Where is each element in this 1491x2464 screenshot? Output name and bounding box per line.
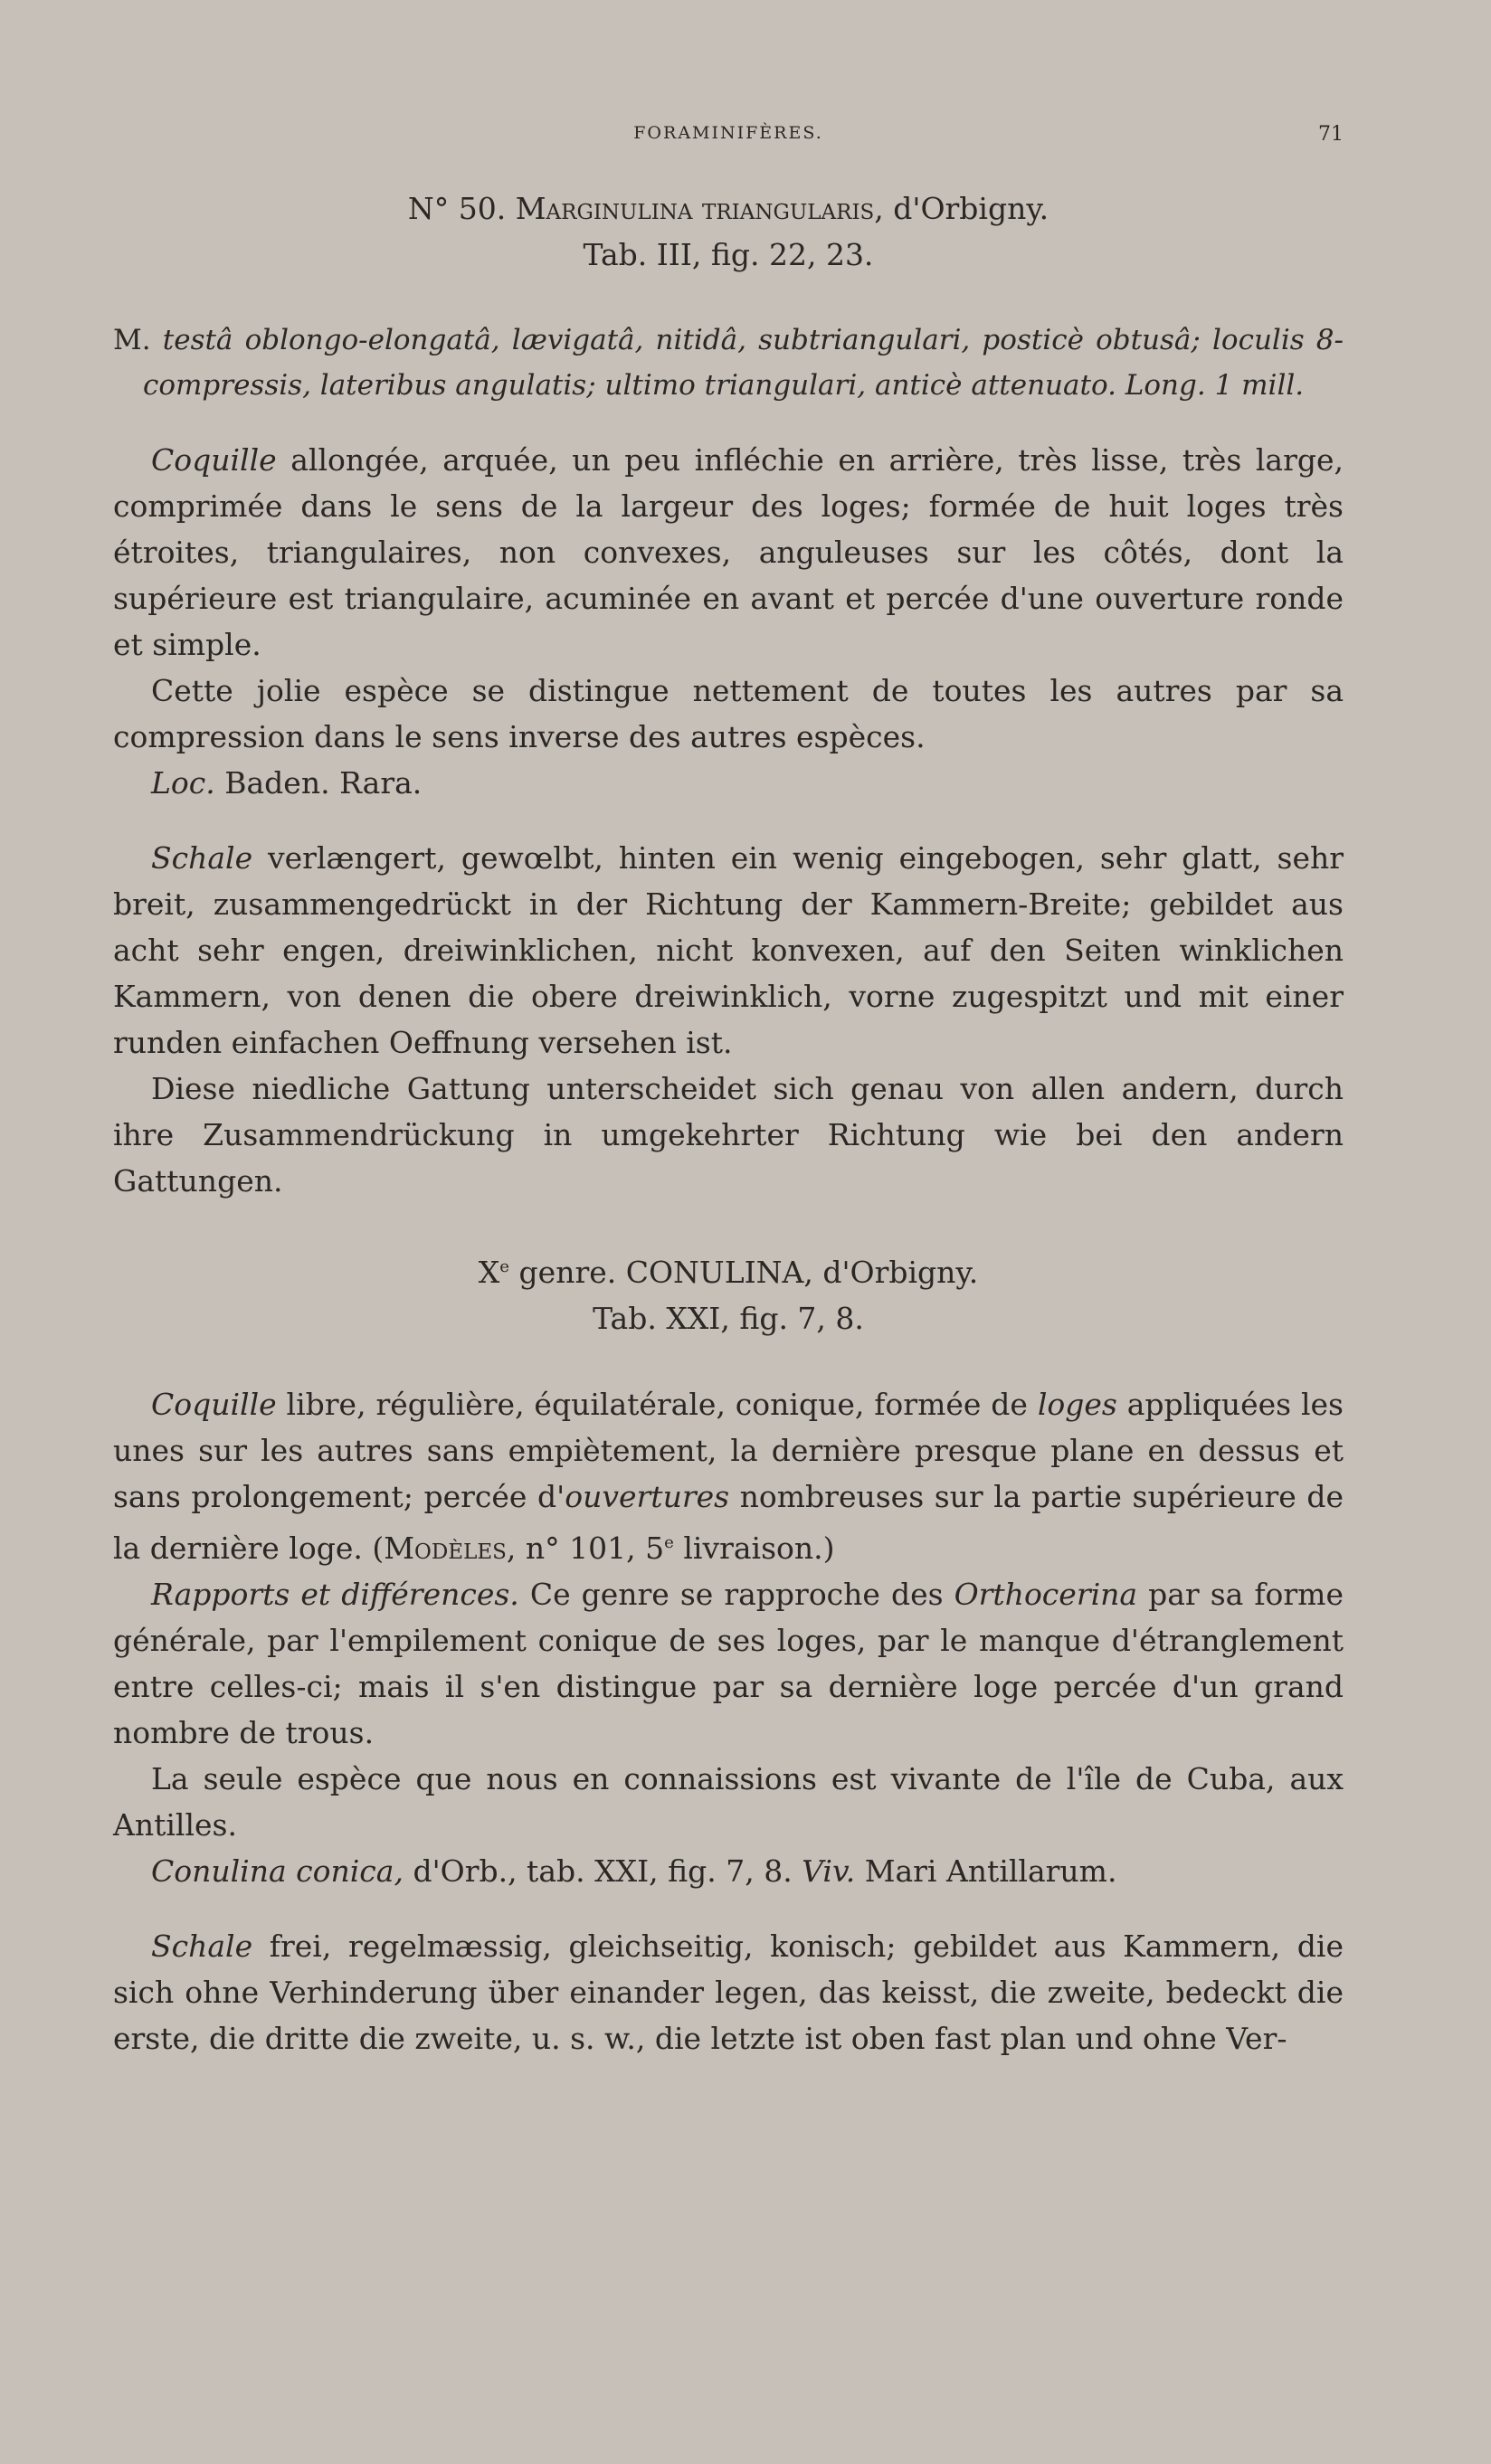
- distribution-paragraph: La seule espèce que nous en connaissions est vivante de l'île de Cuba, aux Antilles.: [113, 1761, 1344, 1843]
- locality-lead: Loc.: [151, 765, 215, 801]
- genus-french-lead: Coquille: [151, 1387, 277, 1422]
- french-description: [113, 437, 1344, 668]
- species-entry-ref: d'Orb., tab. XXI, fig. 7, 8.: [403, 1853, 802, 1889]
- species-entry: [113, 1848, 1344, 1894]
- genus-french-sup: e: [664, 1533, 674, 1552]
- genus-heading: [113, 1244, 1344, 1295]
- genus-french-text-4: , n° 101, 5: [506, 1531, 665, 1566]
- genus-french-ouvertures: ouvertures: [565, 1479, 730, 1514]
- genus-french-loges: loges: [1037, 1387, 1117, 1422]
- species-plate-ref: Tab. III, fig. 22, 23.: [583, 237, 874, 272]
- rapports-text-1: Ce genre se rapproche des: [518, 1577, 954, 1612]
- running-title: FORAMINIFÈRES.: [633, 123, 823, 143]
- rapports-genus: Orthocerina: [954, 1577, 1138, 1612]
- species-entry-locality: Mari Antillarum.: [855, 1853, 1117, 1889]
- latin-lead: M.: [113, 324, 163, 356]
- german-description: [113, 835, 1344, 1066]
- genus-french-text-3: nombreuses sur la partie supérieure de la dernière loge. (: [113, 1479, 1344, 1566]
- genus-german-lead: Schale: [151, 1929, 253, 1964]
- species-entry-viv: Viv.: [802, 1853, 856, 1889]
- german-text: verlængert, gewœlbt, hinten ein wenig eingebogen, sehr glatt, sehr breit, zusammengedrückt in der Richtung der Kammern-Breite; gebildet aus acht sehr engen, dreiwinklichen, nicht konvexen, auf den Seiten winklichen Kammern, von denen die obere dreiwinklich, vorne zugespitzt und mit einer runden einfachen Oeffnung versehen ist.: [113, 840, 1344, 1060]
- locality-text: Baden. Rara.: [214, 765, 423, 801]
- genus-german-description: [113, 1923, 1344, 2061]
- species-heading: [113, 185, 1344, 232]
- rapports-paragraph: [113, 1571, 1344, 1756]
- species-entry-name: Conulina conica,: [151, 1853, 404, 1889]
- latin-size: 1 mill.: [1214, 369, 1305, 402]
- species-author: d'Orbigny.: [883, 191, 1049, 226]
- genus-numeral-sup: e: [499, 1257, 510, 1276]
- genus-french-modeles: Modèles: [384, 1531, 507, 1566]
- locality: [113, 760, 1344, 806]
- german-lead: Schale: [151, 840, 253, 876]
- genus-french-text-2: appliquées les unes sur les autres sans empiètement, la dernière presque plane en dessus et sans prolongement; percée d': [113, 1387, 1344, 1514]
- species-number: N° 50.: [407, 191, 507, 226]
- genus-plate-ref: Tab. XXI, fig. 7, 8.: [593, 1301, 864, 1336]
- genus-french-text-5: livraison.): [673, 1531, 835, 1566]
- french-text: allongée, arquée, un peu infléchie en arrière, très lisse, très large, comprimée dans le sens de la largeur des loges; formée de huit loges très étroites, triangulaires, non convexes, anguleuses sur les côtés, dont la supérieure est triangulaire, acuminée en avant et percée d'une ouverture ronde et simple.: [113, 442, 1344, 662]
- french-remark: Cette jolie espèce se distingue nettement de toutes les autres par sa compression dans le sens inverse des autres espèces.: [113, 673, 1344, 754]
- species-name: Marginulina triangularis,: [515, 191, 884, 226]
- genus-german-text: frei, regelmæssig, gleichseitig, konisch; gebildet aus Kammern, die sich ohne Verhinderung über einander legen, das keisst, die zweite, bedeckt die erste, die dritte die zweite, u. s. w., die letzte ist oben fast plan und ohne Ver-: [113, 1929, 1344, 2056]
- rapports-text-2: par sa forme générale, par l'empilement conique de ses loges, par le manque d'étranglement entre celles-ci; mais il s'en distingue par sa dernière loge percée d'un grand nombre de trous.: [113, 1577, 1344, 1750]
- genus-numeral: X: [478, 1255, 500, 1290]
- page-number: 71: [1318, 123, 1344, 146]
- body-text: [113, 185, 1344, 2061]
- rapports-lead: Rapports et différences.: [151, 1577, 519, 1612]
- french-lead: Coquille: [151, 442, 277, 478]
- german-remark: Diese niedliche Gattung unterscheidet sich genau von allen andern, durch ihre Zusammendrückung in umgekehrter Richtung wie bei den andern Gattungen.: [113, 1071, 1344, 1199]
- latin-text: testâ oblongo-elongatâ, lævigatâ, nitidâ, subtriangulari, posticè obtusâ; loculis 8-compressis, lateribus angulatis; ultimo triangulari, anticè attenuato. Long.: [143, 324, 1344, 402]
- running-header: [113, 123, 1344, 150]
- latin-diagnosis: [113, 317, 1344, 408]
- genus-title: genre. CONULINA, d'Orbigny.: [509, 1255, 979, 1290]
- genus-french-text-1: libre, régulière, équilatérale, conique, formée de: [276, 1387, 1038, 1422]
- genus-french-description: [113, 1381, 1344, 1571]
